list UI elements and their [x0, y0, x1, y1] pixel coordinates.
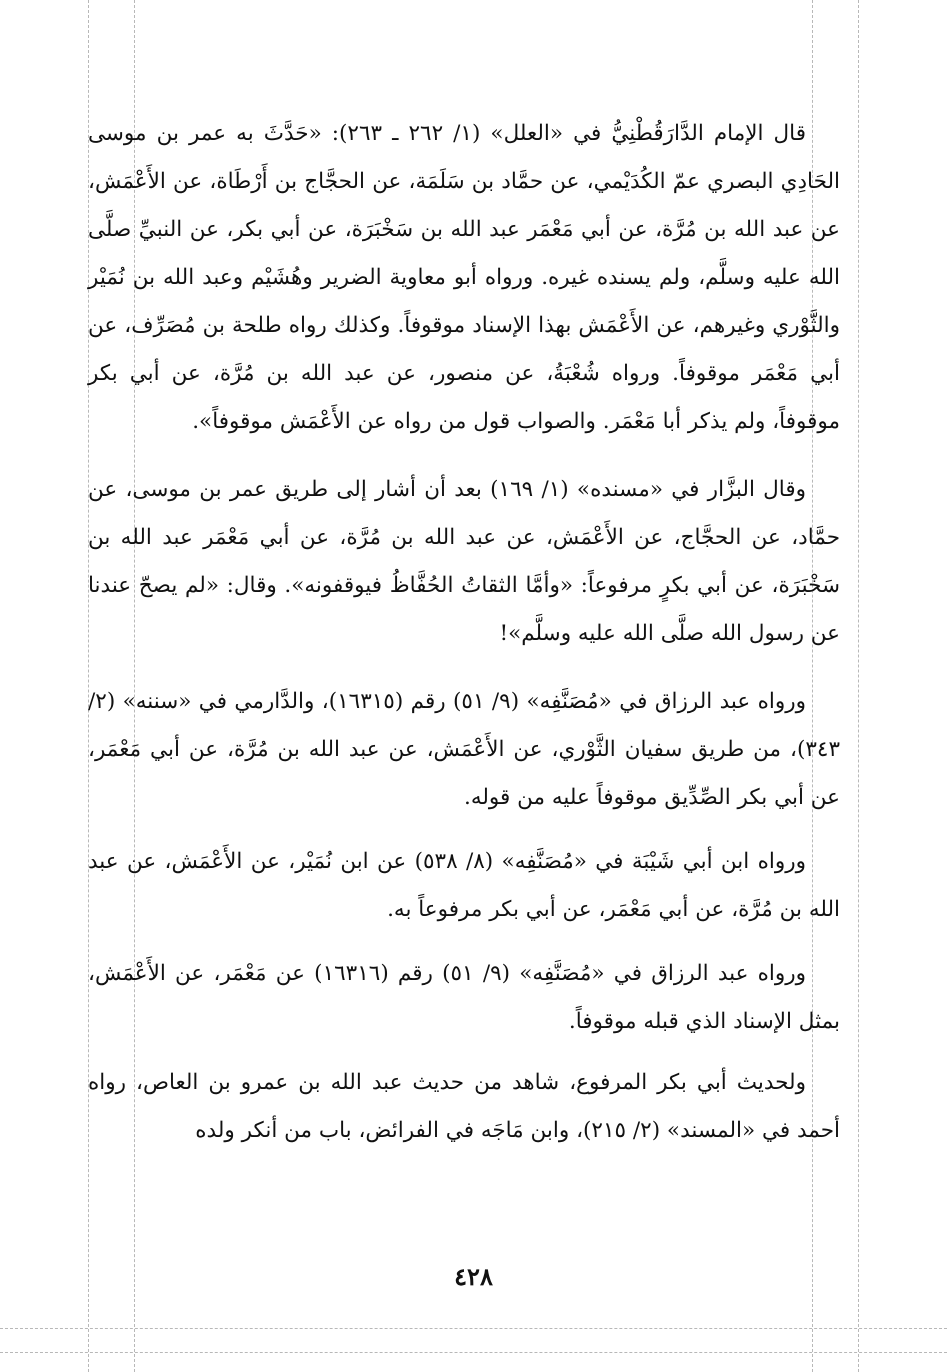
- paragraph-bazzar-quote: وقال البزَّار في «مسنده» (١/ ١٦٩) بعد أن أشار إلى طريق عمر بن موسى، عن حمَّاد، عن الحجَّاج، عن الأَعْمَش، عن عبد الله بن مُرَّة، عن أبي مَعْمَر عبد الله بن سَخْبَرَة، عن أبي بكرٍ مرفوعاً: «وأمَّا الثقاتُ الحُفَّاظُ فيوقفونه». وقال: «لم يصحّ عندنا عن رسول الله صلَّى الله عليه وسلَّم»!: [88, 477, 840, 646]
- page-text: [88, 110, 840, 1155]
- paragraph-abdulrazzaq-darimi: ورواه عبد الرزاق في «مُصَنَّفِه» (٩/ ٥١) رقم (١٦٣١٥)، والدَّارمي في «سننه» (٢/ ٣٤٣)، من طريق سفيان الثَّوْري، عن الأَعْمَش، عن عبد الله بن مُرَّة، عن أبي مَعْمَر، عن أبي بكر الصِّدِّيق موقوفاً عليه من قوله.: [88, 689, 840, 810]
- page-margin-guide: [858, 0, 859, 1372]
- page-number: ٤٢٨: [454, 1262, 493, 1291]
- paragraph-abdulrazzaq-mamar: ورواه عبد الرزاق في «مُصَنَّفِه» (٩/ ٥١) رقم (١٦٣١٦) عن مَعْمَر، عن الأَعْمَش، بمثل الإسناد الذي قبله موقوفاً.: [88, 961, 840, 1034]
- page-margin-guide: [0, 1352, 947, 1353]
- paragraph-shahid-hadith: ولحديث أبي بكر المرفوع، شاهد من حديث عبد الله بن عمرو بن العاص، رواه أحمد في «المسند» (٢/ ٢١٥)، وابن مَاجَه في الفرائض، باب من أنكر ولده: [88, 1070, 840, 1143]
- page-margin-guide: [0, 1328, 947, 1329]
- paragraph-daraqutni-quote: قال الإمام الدَّارَقُطْنِيُّ في «العلل» (١/ ٢٦٢ ـ ٢٦٣): «حَدَّثَ به عمر بن موسى الحَادِي البصري عمّ الكُدَيْمي، عن حمَّاد بن سَلَمَة، عن الحجَّاج بن أَرْطَاة، عن الأَعْمَش، عن عبد الله بن مُرَّة، عن أبي مَعْمَر عبد الله بن سَخْبَرَة، عن أبي بكر، عن النبيِّ صلَّى الله عليه وسلَّم، ولم يسنده غيره. ورواه أبو معاوية الضرير وهُشَيْم وعبد الله بن نُمَيْر والثَّوْري وغيرهم، عن الأَعْمَش بهذا الإسناد موقوفاً. وكذلك رواه طلحة بن مُصَرِّف، عن أبي مَعْمَر موقوفاً. ورواه شُعْبَةُ، عن منصور، عن عبد الله بن مُرَّة، عن أبي بكر موقوفاً، ولم يذكر أبا مَعْمَر. والصواب قول من رواه عن الأَعْمَش موقوفاً».: [88, 121, 840, 434]
- paragraph-ibn-abi-shayba: ورواه ابن أبي شَيْبَة في «مُصَنَّفِه» (٨/ ٥٣٨) عن ابن نُمَيْر، عن الأَعْمَش، عن عبد الله بن مُرَّة، عن أبي مَعْمَر، عن أبي بكر مرفوعاً به.: [88, 849, 840, 922]
